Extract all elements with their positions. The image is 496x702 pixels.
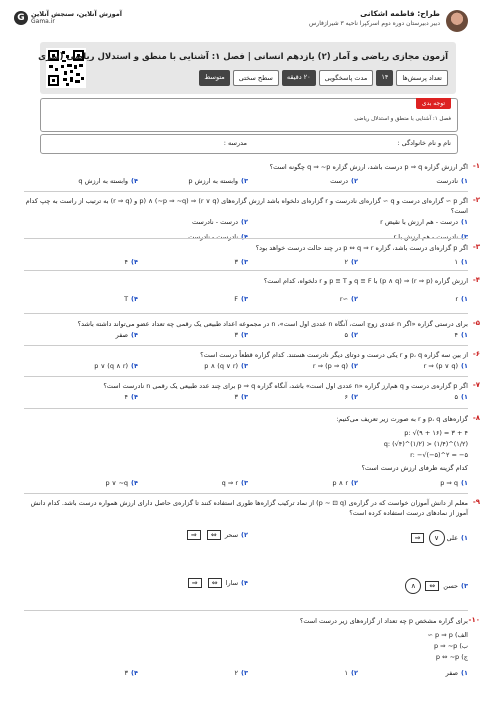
- question-stem: اگر ارزش گزاره p ⇒ q درست باشد، ارزش گزاره q ⇒ ~p چگونه است؟: [269, 163, 468, 171]
- badge-level-label: سطح سختی: [233, 70, 279, 86]
- option-3[interactable]: ۳)۳: [234, 393, 248, 401]
- site-url[interactable]: Gama.ir: [31, 18, 55, 25]
- badge-count-label: تعداد پرسش‌ها: [396, 70, 448, 86]
- option-2[interactable]: ۲)درست: [330, 177, 358, 185]
- question-stem: برای درستی گزاره «اگر n عددی زوج است، آنگاه n عددی اول است»، n در مجموعه اعداد طبیعی یک رقمی چه تعداد عضو می‌تواند داشته باشد؟: [77, 320, 468, 328]
- question-stem: برای گزاره مشخص p چه تعداد از گزاره‌های زیر درست است؟: [299, 617, 468, 625]
- options: [24, 177, 468, 188]
- question-number: ۸-: [472, 414, 480, 422]
- option-4[interactable]: ۴)صفر: [115, 331, 138, 339]
- biconditional-box-icon: ⇔: [207, 530, 221, 540]
- badge-time: ۲۰ دقیقه: [282, 70, 316, 86]
- option-1[interactable]: ۱)نادرست: [436, 177, 468, 185]
- option-1[interactable]: ۱)درست - هم ارزش با نقیض r: [380, 218, 468, 226]
- badge-count: ۱۴: [376, 70, 393, 86]
- exam-header: [40, 42, 456, 94]
- option-2[interactable]: ۲)۱: [344, 669, 358, 677]
- badge-time-label: مدت پاسخگویی: [319, 70, 374, 86]
- top-bar: [0, 0, 496, 34]
- question-number: ۲-: [472, 196, 480, 204]
- option-3[interactable]: ۳)وابسته به ارزش p: [188, 177, 248, 185]
- site-name: آموزش آنلاین، سنجش آنلاین: [31, 10, 123, 18]
- divider: [24, 376, 468, 377]
- option-4[interactable]: ۴)۳: [124, 669, 138, 677]
- question-number: ۱-: [472, 162, 480, 170]
- question-stem: معلم از دانش آموزان خواست که در گزاره‌ی (p ∼ ⊡ q) از نماد ترکیب گزاره‌ها طوری استفاده کنند تا گزاره‌ی حاصل دارای ارزش همواره درست باشد. کدام دانش آموز از نمادهای درست استفاده کرده است؟: [30, 499, 468, 517]
- divider: [24, 313, 468, 314]
- question-10: [24, 616, 480, 680]
- school-label: مدرسه :: [223, 139, 247, 147]
- statement-r: r: −√(−۵)^۲ = −۵: [410, 451, 468, 459]
- divider: [24, 238, 468, 239]
- option-3[interactable]: ۳)۳: [234, 258, 248, 266]
- exam-badges: [199, 70, 448, 86]
- question-stem: ارزش گزاره (r ⇒ p) ⇒ (p ∧ q) با q ≡ F و p ≡ T و r دلخواه، کدام است؟: [263, 277, 468, 285]
- option-4[interactable]: ۴)وابسته به ارزش q: [78, 177, 138, 185]
- option-4[interactable]: ۴)نادرست - نادرست: [188, 233, 248, 241]
- option-4[interactable]: ۴)p ∨ (q ∧ r): [94, 362, 138, 370]
- option-4[interactable]: ۴)۴: [124, 258, 138, 266]
- option-3[interactable]: ۳)p ∧ (q ∨ r): [204, 362, 248, 370]
- circle-choice-icon: ∨: [429, 530, 445, 546]
- option-1[interactable]: ۱)r: [455, 295, 468, 303]
- divider: [24, 191, 468, 192]
- circle-choice-icon: ∧: [405, 578, 421, 594]
- question-1: [24, 162, 480, 188]
- option-2[interactable]: ۲)۶: [344, 393, 358, 401]
- note-tag: توجه بدی: [416, 98, 451, 109]
- statement-lines: [24, 630, 468, 663]
- option-2[interactable]: ۲)p ∧ r: [332, 479, 358, 487]
- question-number: ۶-: [472, 350, 480, 358]
- divider: [24, 493, 468, 494]
- author-role: دبیر دبیرستان دوره دوم اسرکپرا ناحیه ۳ شیرازفارس: [308, 20, 440, 27]
- author-block: [309, 9, 440, 27]
- options: [24, 393, 468, 404]
- question-stem: گزاره‌های p، q و r به صورت زیر تعریف می‌کنیم:: [336, 415, 468, 423]
- implication-box-icon: ⇒: [188, 578, 202, 588]
- option-2[interactable]: ۲)(p ⇒ q) ⇒ r: [312, 362, 358, 370]
- statement-c: ج) p ⇔ ∼p: [435, 653, 468, 661]
- question-stem: اگر p ∼ گزاره‌ای درست و q ∼ گزاره‌ای نادرست و r گزاره‌ای دلخواه باشد ارزش گزاره‌های (r ∨ q) ⇒ p) ∧ (∼p ⇒ ∼q) و (r ⇒ q) به ترتیب از راست به چپ کدام است؟: [25, 197, 468, 215]
- option-2[interactable]: ۲)∼r: [339, 295, 358, 303]
- option-3[interactable]: ۳)حسن ⇔ ∧: [405, 578, 468, 594]
- option-2[interactable]: ۲)درست - نادرست: [192, 218, 248, 226]
- implication-box-icon: ⇒: [411, 533, 425, 543]
- option-3[interactable]: ۳)۳: [234, 331, 248, 339]
- options: [24, 218, 468, 229]
- statement-p: p: √(۹ + ۱۶) = ۳ + ۴: [404, 429, 468, 437]
- option-1[interactable]: ۱)علی ∨ ⇒: [409, 530, 468, 546]
- option-1[interactable]: ۱)p ⇒ q: [440, 479, 468, 487]
- statement-lines: [24, 428, 468, 461]
- implication-box-icon: ⇒: [187, 530, 201, 540]
- option-2[interactable]: ۲)۵: [344, 331, 358, 339]
- option-3[interactable]: ۳)F: [234, 295, 248, 303]
- badge-level: متوسط: [199, 70, 229, 86]
- author-avatar: [446, 10, 468, 32]
- option-1[interactable]: ۱)r ⇒ (p ∨ q): [423, 362, 468, 370]
- student-name-label: نام و نام خانوادگی :: [397, 139, 451, 147]
- question-number: ۷-: [472, 381, 480, 389]
- option-4[interactable]: ۴)T: [124, 295, 138, 303]
- options: [24, 331, 468, 342]
- note-text: فصل ۱: آشنایی با منطق و استدلال ریاضی: [354, 116, 451, 122]
- question-7: [24, 381, 480, 404]
- statement-q: q: (√۴)^(۱/۲) > (۱/۴)^(۱/۲): [383, 440, 468, 448]
- option-2[interactable]: ۲)۲: [344, 258, 358, 266]
- options: [24, 524, 468, 602]
- question-stem: از بین سه گزاره p، q و r یکی درست و دوتای دیگر نادرست هستند. کدام گزاره قطعاً درست است؟: [200, 351, 468, 359]
- option-1[interactable]: ۱)۵: [454, 393, 468, 401]
- question-number: ۵-: [472, 319, 480, 327]
- gama-logo-icon: G: [14, 11, 28, 25]
- options: [24, 362, 468, 373]
- biconditional-box-icon: ⇔: [208, 578, 222, 588]
- option-1[interactable]: ۱)۱: [454, 258, 468, 266]
- author-name: طراح: فاطمه اشکانی: [360, 9, 440, 18]
- divider: [24, 270, 468, 271]
- question-6: [24, 350, 480, 373]
- question-8: [24, 414, 480, 490]
- biconditional-box-icon: ⇔: [425, 581, 439, 591]
- option-4[interactable]: ۴)p ∨ ∼q: [105, 479, 138, 487]
- statement-b: ب) p ⇒ ∼p: [433, 642, 468, 650]
- option-4[interactable]: ۴)سارا ⇔ ⇒: [186, 578, 248, 588]
- divider: [24, 345, 468, 346]
- brand[interactable]: [14, 10, 122, 25]
- option-4[interactable]: ۴)۴: [124, 393, 138, 401]
- question-stem-2: کدام گزینه ظرفای ارزش درست است؟: [361, 464, 468, 472]
- options: [24, 295, 468, 306]
- options: [24, 669, 468, 680]
- statement-a: الف) p ⇒ p ∼: [427, 631, 468, 639]
- question-2: [24, 196, 480, 244]
- question-number: ۳-: [472, 243, 480, 251]
- question-number: ۹-: [472, 498, 480, 506]
- option-1[interactable]: ۱)۴: [454, 331, 468, 339]
- option-3[interactable]: ۳)۲: [234, 669, 248, 677]
- note-box: [40, 98, 458, 132]
- divider: [24, 610, 468, 611]
- option-2[interactable]: ۲)سحر ⇔ ⇒: [185, 530, 248, 540]
- question-number: ۱۰-: [468, 616, 480, 624]
- question-5: [24, 319, 480, 342]
- divider: [24, 408, 468, 409]
- student-info-box: [40, 134, 458, 154]
- option-3[interactable]: ۳)q ⇒ r: [221, 479, 248, 487]
- exam-title: آزمون مجازی ریاضی و آمار (۲) یازدهم انسانی | فصل ۱: آشنایی با منطق و استدلال ریاضی (سری: [38, 52, 448, 62]
- option-3[interactable]: ۳)نادرست - هم ارزش با r: [393, 233, 468, 241]
- option-1[interactable]: ۱)صفر: [445, 669, 468, 677]
- question-stem: اگر p گزاره‌ای درست باشد، گزاره p ⇔ q ⇒ r در چند حالت درست خواهد بود؟: [255, 244, 468, 252]
- options: [24, 479, 468, 490]
- question-number: ۴-: [472, 276, 480, 284]
- question-3: [24, 243, 480, 269]
- question-9: [24, 498, 480, 602]
- question-4: [24, 276, 480, 306]
- question-stem: اگر p گزاره‌ی درست و q هم‌ارز گزاره «n عددی اول است» باشد، آنگاه گزاره p ⇒ q برای چند عدد طبیعی یک رقمی n نادرست است؟: [103, 382, 468, 390]
- options: [24, 258, 468, 269]
